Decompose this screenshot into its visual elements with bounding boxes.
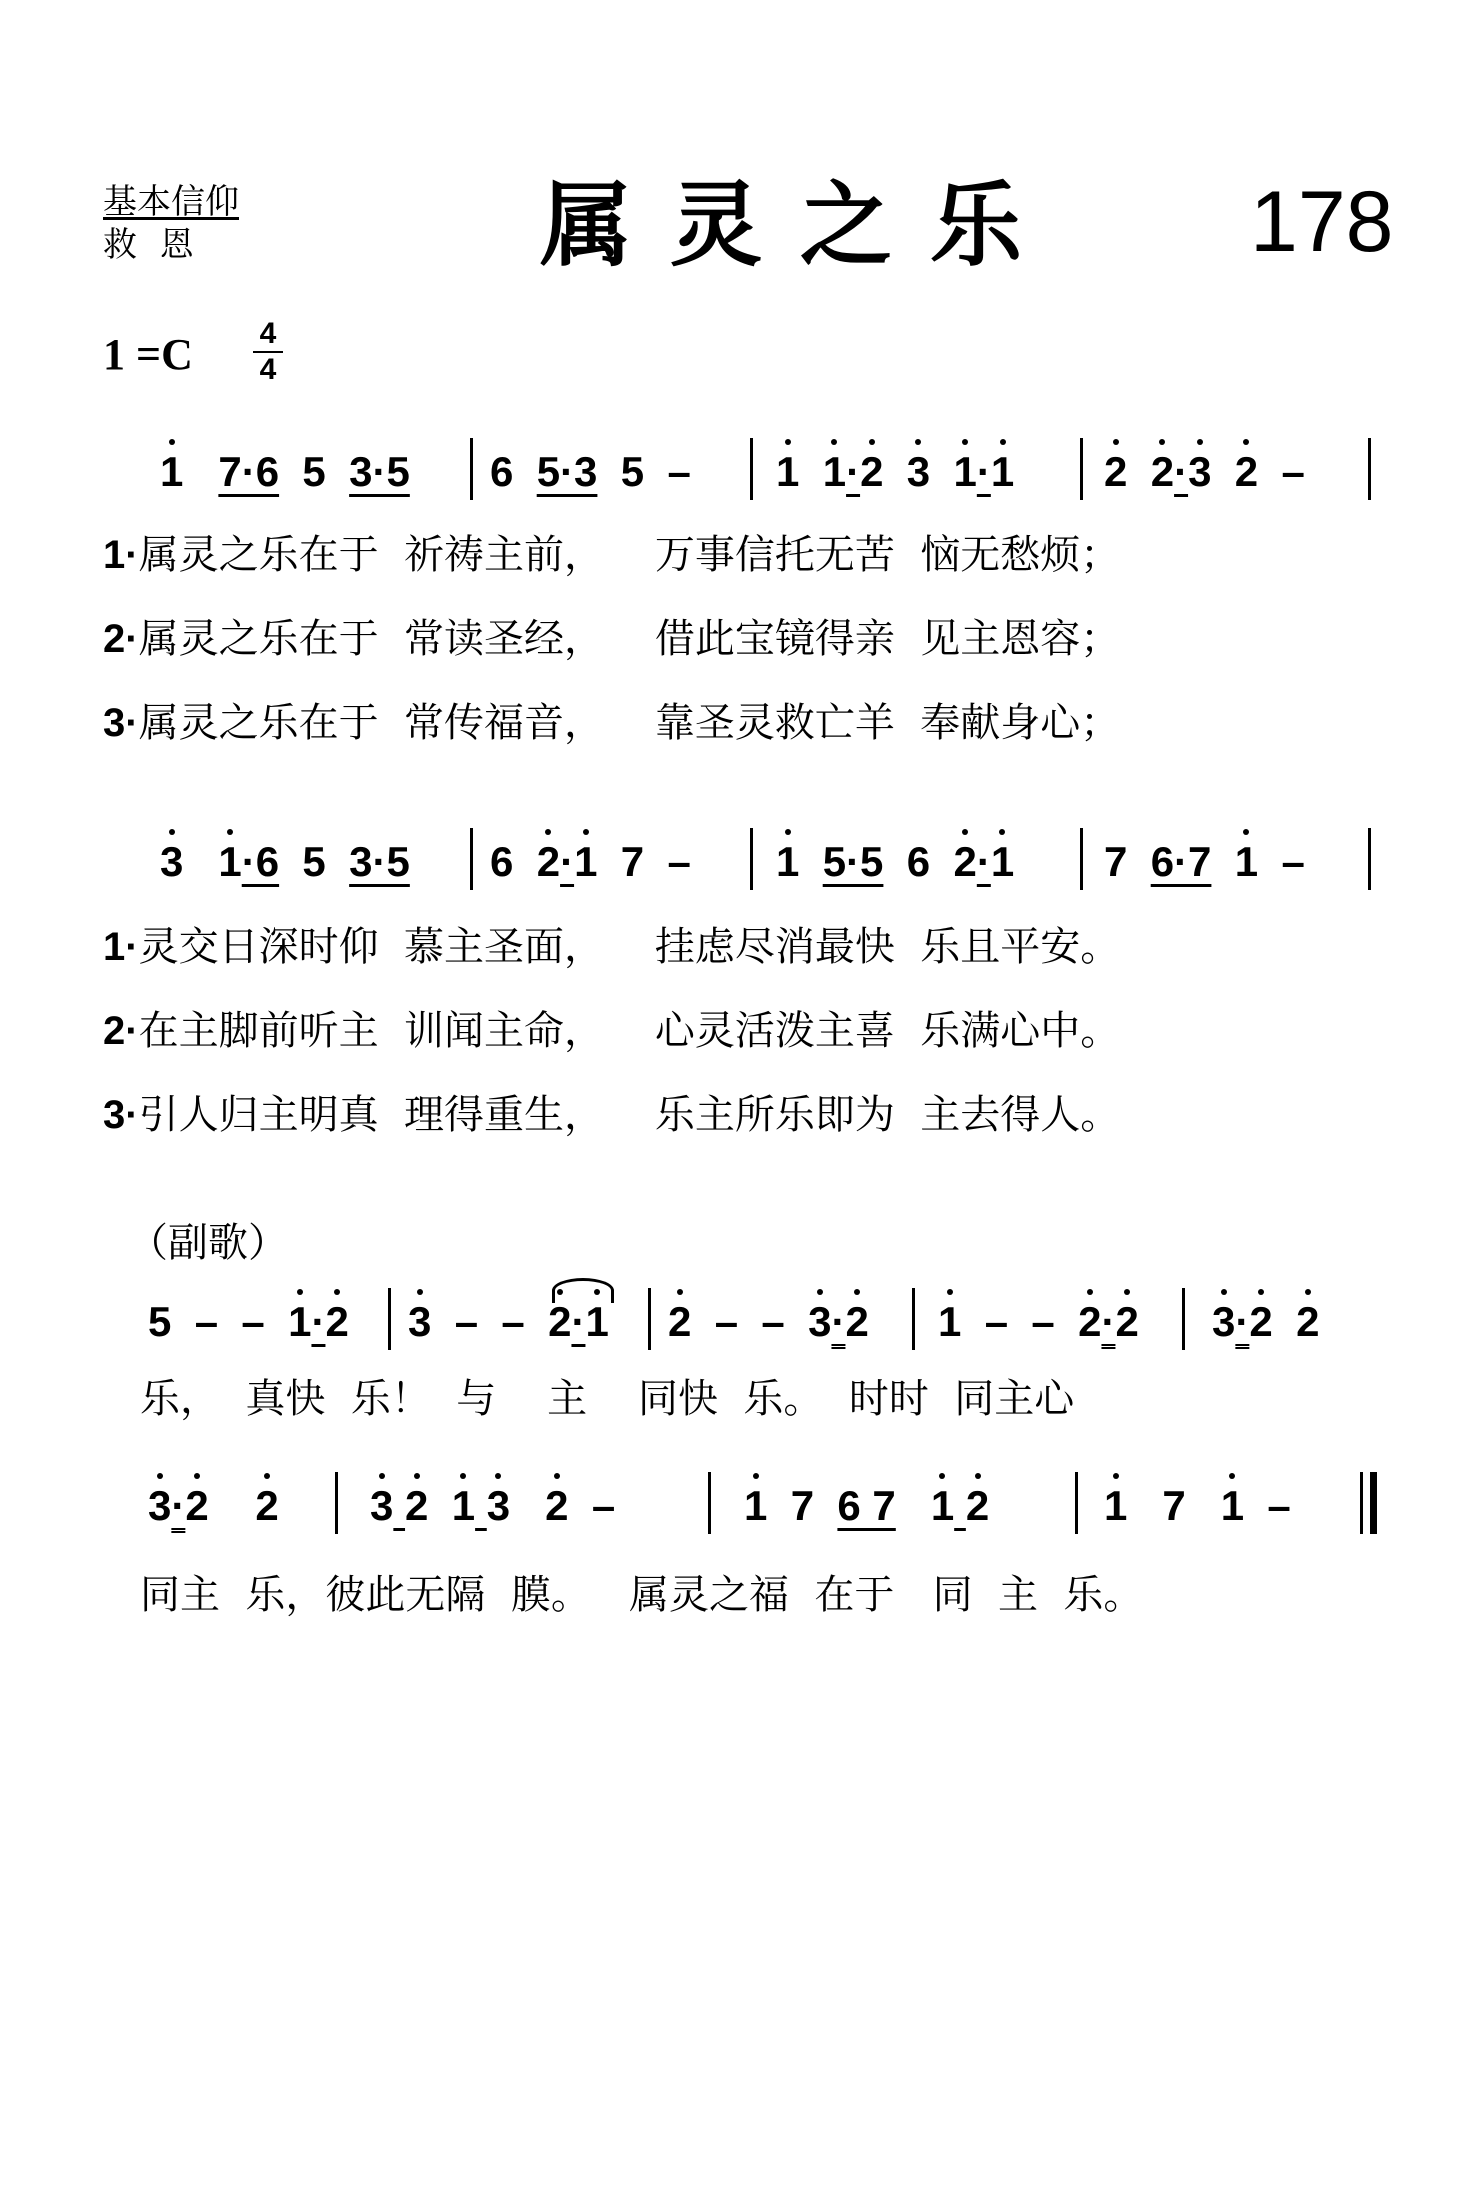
barline (1182, 1288, 1185, 1350)
chorus-lyrics-line-2: 同主 乐，彼此无隔 膜。 属灵之福 在于 同 主 乐。 (140, 1572, 1144, 1618)
system1-measure-2: 6 5·3 5 – (490, 448, 691, 495)
final-barline-thin (1360, 1472, 1363, 1534)
verse-number: 3· (103, 1093, 139, 1137)
time-signature-top: 4 (259, 317, 277, 350)
barline (912, 1288, 915, 1350)
hymn-title: 属灵之乐 (540, 171, 1061, 279)
chorus-measure-1: 5 – – 1·2 (148, 1296, 349, 1348)
barline (708, 1472, 711, 1534)
verse-3-line-1 (103, 698, 1120, 748)
barline (335, 1472, 338, 1534)
lyric-text: 灵交日深时仰 慕主圣面， 挂虑尽消最快 乐且平安。 (138, 924, 1121, 970)
verse-1-line-1 (103, 530, 1120, 580)
chorus-measure-6: 3·2 2 (148, 1480, 279, 1532)
chorus-label: （副歌） (128, 1220, 288, 1266)
verse-number: 3· (103, 701, 139, 745)
lyric-text: 属灵之乐在于 常传福音， 靠圣灵救亡羊 奉献身心； (138, 700, 1121, 746)
verse-number: 2· (103, 1009, 139, 1053)
category-label: 基本信仰 (103, 182, 239, 222)
system1-measure-1: 1 7·6 5 3·5 (160, 446, 410, 498)
barline (1080, 438, 1083, 500)
tie-slur (552, 1278, 614, 1303)
lyric-text: 在主脚前听主 训闻主命， 心灵活泼主喜 乐满心中。 (138, 1008, 1121, 1054)
time-signature-bottom: 4 (259, 353, 277, 386)
chorus-measure-3: 2 – – 3·2 (668, 1296, 869, 1348)
verse-2-line-2 (103, 1006, 1120, 1056)
subcategory-label: 救 恩 (103, 225, 200, 265)
hymn-number: 178 (1250, 174, 1394, 270)
key-signature: 1 =C (103, 330, 193, 379)
chorus-measure-9: 1 7 1 – (1104, 1480, 1291, 1532)
verse-1-line-2 (103, 922, 1120, 972)
chorus-measure-8: 1 7 6 7 1 2 (744, 1480, 989, 1532)
barline (470, 828, 473, 890)
lyric-text: 属灵之乐在于 祈祷主前， 万事信托无苦 恼无愁烦； (138, 532, 1121, 578)
barline (648, 1288, 651, 1350)
chorus-measure-2: 3 – – 2·1 (408, 1296, 609, 1348)
barline (1368, 828, 1371, 890)
system2-measure-2: 6 2·1 7 – (490, 836, 691, 888)
barline (388, 1288, 391, 1350)
barline (1080, 828, 1083, 890)
system2-measure-3: 1 5·5 6 2·1 (776, 836, 1014, 888)
system1-measure-3: 1 1·2 3 1·1 (776, 446, 1014, 498)
barline (1075, 1472, 1078, 1534)
verse-number: 1· (103, 533, 139, 577)
chorus-measure-4: 1 – – 2·2 (938, 1296, 1139, 1348)
time-signature (253, 318, 283, 386)
lyric-text: 引人归主明真 理得重生， 乐主所乐即为 主去得人。 (138, 1092, 1121, 1138)
chorus-measure-5: 3·2 2 (1212, 1296, 1319, 1348)
lyric-text: 属灵之乐在于 常读圣经， 借此宝镜得亲 见主恩容； (138, 616, 1121, 662)
barline (470, 438, 473, 500)
system2-measure-4: 7 6·7 1 – (1104, 836, 1305, 888)
system2-measure-1: 3 1·6 5 3·5 (160, 836, 410, 888)
verse-2-line-1 (103, 614, 1120, 664)
barline (750, 828, 753, 890)
barline (750, 438, 753, 500)
chorus-lyrics-line-1: 乐， 真快 乐！ 与 主 同快 乐。 时时 同主心 (140, 1376, 1075, 1422)
chorus-measure-7: 3 2 1 3 2 – (370, 1480, 615, 1532)
final-barline-thick (1370, 1472, 1377, 1534)
verse-3-line-2 (103, 1090, 1120, 1140)
verse-number: 2· (103, 617, 139, 661)
barline (1368, 438, 1371, 500)
verse-number: 1· (103, 925, 139, 969)
system1-measure-4: 2 2·3 2 – (1104, 446, 1305, 498)
